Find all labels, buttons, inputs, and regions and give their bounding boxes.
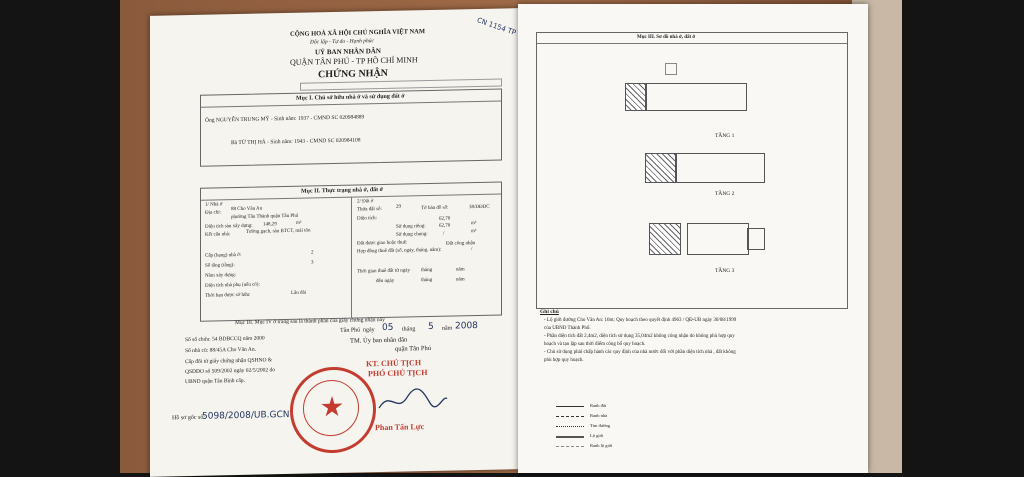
floors-value: 3 <box>311 260 314 266</box>
floor3-label: TẦNG 3 <box>715 268 735 274</box>
issue-day-label: ngày <box>363 327 375 334</box>
house-label: 1/ Nhà ở <box>205 202 223 208</box>
structure-value: Tường gạch, sàn BTCT, mái tôn <box>246 228 311 235</box>
shared-use-unit: m² <box>471 229 477 235</box>
land-area-label: Diện tích: <box>357 216 377 222</box>
owner-1: Ông NGUYỄN TRUNG MỸ - Sinh năm: 1937 - CMND SC 020984889 <box>205 114 365 124</box>
issue-month-label: tháng <box>402 326 416 333</box>
land-area-value: 62,70 <box>439 216 451 222</box>
legend <box>556 402 756 452</box>
address-line-1: 88 Cho Văn An <box>231 206 263 213</box>
republic-heading: CỘNG HOÀ XÃ HỘI CHỦ NGHĨA VIỆT NAM <box>290 28 426 38</box>
floor3-plan <box>687 223 749 255</box>
built-area-label: Diện tích sàn xây dựng: <box>205 223 253 230</box>
note-line-1: - Lộ giới đường Cho Văn An: 16m; Quy hoạch theo quyết định 4963 / QĐ-UB ngày 30/08/1999 <box>544 318 737 323</box>
issue-month: 5 <box>428 321 434 333</box>
certificate-right-page <box>518 4 868 473</box>
lease-to-month: tháng <box>421 277 433 284</box>
lease-value: / <box>471 247 473 253</box>
reissue-note-3: UBND quận Tân Bình cấp. <box>185 377 245 386</box>
legend-item-1: Ranh đất <box>590 403 607 408</box>
reissue-note-2: QSDĐO số 509/2002 ngày 02/5/2002 do <box>185 367 275 376</box>
certificate-left-page <box>150 8 518 477</box>
file-number-label: Hồ sơ gốc số: <box>172 414 206 422</box>
private-use-unit: m² <box>471 221 477 227</box>
structure-label: Kết cấu nhà: <box>205 232 231 238</box>
authority-line-1: TM. Ủy ban nhân dân <box>350 336 408 345</box>
diagram-heading: Mục III. Sơ đồ nhà ở, đất ở <box>637 35 696 40</box>
floor2-setback <box>645 153 677 183</box>
committee-heading: UỶ BAN NHÂN DÂN <box>315 47 381 57</box>
legend-item-2: Ranh nhà <box>590 413 608 418</box>
land-label: 2/ Đất ở <box>357 199 374 205</box>
signer-name: Phan Tấn Lực <box>375 422 425 433</box>
lease-from-label: Thời gian thuê đất từ ngày <box>357 268 410 275</box>
land-form-label: Đất được giao hoặc thuê: <box>357 240 408 247</box>
address-label: Địa chỉ: <box>205 210 221 216</box>
note-line-5: - Chủ sử dụng phải chấp hành các quy định của nhà nước đối với phần diện tích nhà , đất không <box>544 350 736 355</box>
term-label: Thời hạn được sở hữu: <box>205 292 251 299</box>
grade-label: Cấp (hạng) nhà ở: <box>205 252 242 259</box>
shared-use-value: / <box>443 231 445 237</box>
district-heading: QUẬN TÂN PHÚ - TP HỒ CHÍ MINH <box>290 55 418 67</box>
official-red-stamp <box>290 366 376 454</box>
built-area-unit: m² <box>296 220 302 226</box>
private-use-value: 62,70 <box>439 223 451 229</box>
file-number: 5098/2008/UB.GCN <box>202 409 290 422</box>
section3-heading: Mục III. Mục IV ở trang sau là thành phần của giấy chứng nhận này <box>235 316 385 327</box>
note-line-4: hoạch và tạo lập sau thời điểm công bố quy hoạch. <box>544 342 646 347</box>
floor1-label: TẦNG 1 <box>715 133 735 139</box>
legend-item-4: Lộ giới <box>590 433 604 438</box>
vice-chairman: PHÓ CHỦ TỊCH <box>368 368 428 379</box>
issue-year: 2008 <box>455 320 478 332</box>
lease-from-month: tháng <box>421 267 433 274</box>
parcel-value: 29 <box>396 204 401 210</box>
private-use-label: Sử dụng riêng: <box>396 224 426 230</box>
lease-label: Hợp đồng thuê đất (số, ngày, tháng, năm): <box>357 247 442 255</box>
section1-heading: Mục I. Chủ sở hữu nhà ở và sử dụng đất ở <box>296 93 405 102</box>
issue-place: Tân Phú <box>340 327 361 334</box>
document-title: CHỨNG NHẬN <box>318 67 388 81</box>
motto: Độc lập - Tự do - Hạnh phúc <box>310 38 374 46</box>
section-property <box>200 181 502 321</box>
parcel-label: Thửa đất số: <box>357 206 382 213</box>
legend-item-5: Ranh lộ giới <box>590 443 613 448</box>
legend-item-3: Tim đường <box>590 423 611 428</box>
handwritten-note: CN 1154 TP <box>475 16 518 37</box>
note-line-6: phù hợp quy hoạch. <box>544 358 584 363</box>
address-line-2: phường Tân Thành quận Tân Phú <box>231 213 299 221</box>
issue-year-label: năm <box>442 325 453 332</box>
owner-2: Bà TỪ THỊ HẢ - Sinh năm: 1943 - CMND SC 020984108 <box>231 137 361 147</box>
old-house-number: Số nhà cũ: 88/45A Cho Văn An. <box>185 346 256 355</box>
section2-heading: Mục II. Thực trạng nhà ở, đất ở <box>301 186 383 195</box>
lease-to-label: đến ngày <box>376 278 395 285</box>
grade-value: 2 <box>311 250 314 256</box>
lease-to-year: năm <box>456 277 465 283</box>
kt-chairman: KT. CHỦ TỊCH <box>366 358 422 369</box>
aux-area-label: Diện tích nhà phụ (nếu có): <box>205 282 260 289</box>
issue-day: 05 <box>382 322 394 333</box>
note-line-2: của UBND Thành Phố. <box>544 326 591 331</box>
reissue-note-1: Cấp đổi từ giấy chứng nhận QSHNO & <box>185 357 273 366</box>
floor2-label: TẦNG 2 <box>715 191 735 197</box>
floor1-plan <box>645 83 747 111</box>
floor3-balcony <box>747 228 765 250</box>
map-sheet-label: Tờ bản đồ số: <box>421 205 449 212</box>
land-form-value: Đất công nhận <box>446 241 476 247</box>
floor1-setback <box>625 83 647 111</box>
diagram-frame <box>536 32 848 309</box>
lease-from-year: năm <box>456 267 465 273</box>
built-area-value: 148,29 <box>263 222 277 228</box>
note-line-3: - Phần diện tích đất 2,4m2, diện tích sử dụng 35,04m2 không công nhận do không phù hợp quy <box>544 334 735 339</box>
floor2-plan <box>675 153 765 183</box>
map-sheet-value: 38/DĐDC <box>469 204 490 211</box>
section-owners <box>200 88 502 166</box>
year-label: Năm xây dựng: <box>205 273 237 279</box>
notes-title: Ghi chú <box>540 309 559 315</box>
north-arrow-box <box>665 63 677 75</box>
shared-use-label: Sử dụng chung: <box>396 232 428 238</box>
floor3-setback <box>649 223 681 255</box>
certificate-register-no: Số sổ chứa: 54 BDBCCQ năm 2000 <box>185 335 265 344</box>
signature <box>375 385 450 417</box>
term-value: Lâu dài <box>291 290 307 296</box>
floors-label: Số tầng (tầng): <box>205 263 235 269</box>
authority-line-2: quận Tân Phú <box>395 344 431 353</box>
